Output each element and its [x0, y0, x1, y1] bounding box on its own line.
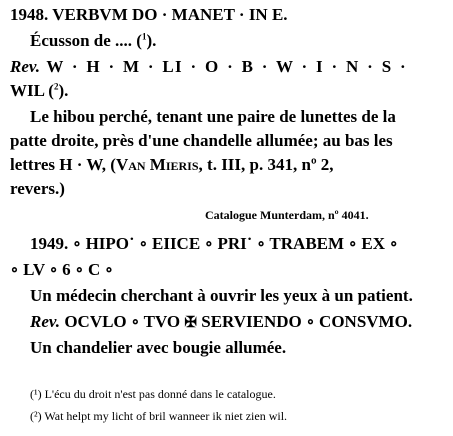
reverse-legend	[30, 312, 412, 333]
footnote-mark: (¹)	[30, 387, 42, 401]
footnote-2	[30, 406, 287, 426]
reverse-description: Un chandelier avec bougie allumée.	[30, 338, 287, 357]
rev-label: Rev.	[10, 57, 41, 76]
obverse-legend: VERBVM DO · MANET · IN E.	[52, 5, 288, 24]
obverse-description	[30, 31, 156, 51]
description-line-1: Le hibou perché, tenant une paire de lunettes de la	[30, 107, 396, 126]
reverse-legend-text-2: WIL (	[10, 81, 54, 100]
entry-number: 1948.	[10, 5, 49, 24]
obverse-legend-line-2: ∘ LV ∘ 6 ∘ C ∘	[10, 260, 114, 279]
desc-line-3-start: lettres H · W, (	[10, 155, 116, 174]
rev-label: Rev.	[30, 312, 61, 331]
footnote-text: Wat helpt my licht of bril wanneer ik niet zien wil.	[44, 409, 288, 423]
entry-1948-heading	[10, 5, 288, 25]
entry-1949-heading	[30, 234, 398, 254]
reverse-legend-end: SERVIENDO ∘ CONSVMO.	[201, 312, 413, 331]
footnote-text: L'écu du droit n'est pas donné dans le catalogue.	[44, 387, 276, 401]
obverse-description: Un médecin cherchant à ouvrir les yeux à un patient.	[30, 286, 413, 305]
reverse-legend-start: OCVLO ∘ TVO	[64, 312, 181, 331]
description-line-2: patte droite, près d'une chandelle allumée; au bas les	[10, 131, 393, 150]
description-line-4: revers.)	[10, 179, 65, 198]
author-name: Van Mieris	[115, 155, 199, 174]
footnote-1	[30, 384, 276, 404]
obverse-desc-text: Écusson de .... (	[30, 31, 142, 50]
obverse-desc-end: ).	[146, 31, 157, 50]
footnote-mark: (²)	[30, 409, 42, 423]
catalogue-source: Catalogue Munterdam, nº 4041.	[205, 208, 369, 222]
entry-number: 1949.	[30, 234, 69, 253]
description-line-3	[10, 155, 334, 175]
maltese-cross-icon: ✠	[184, 315, 197, 331]
reverse-legend-end: ).	[58, 81, 69, 100]
desc-line-3-end: , t. III, p. 341, nº 2,	[198, 155, 334, 174]
reverse-legend-line-1	[10, 57, 407, 77]
footnote-ref-1: 1	[141, 31, 147, 42]
reverse-legend-text: W · H · M · LI · O · B · W · I · N · S ·	[46, 57, 407, 76]
reverse-legend-line-2	[10, 81, 68, 101]
obverse-legend: ∘ HIPO˙ ∘ EIICE ∘ PRI˙ ∘ TRABEM ∘ EX ∘	[72, 234, 399, 253]
footnote-ref-2: 2	[53, 81, 59, 92]
